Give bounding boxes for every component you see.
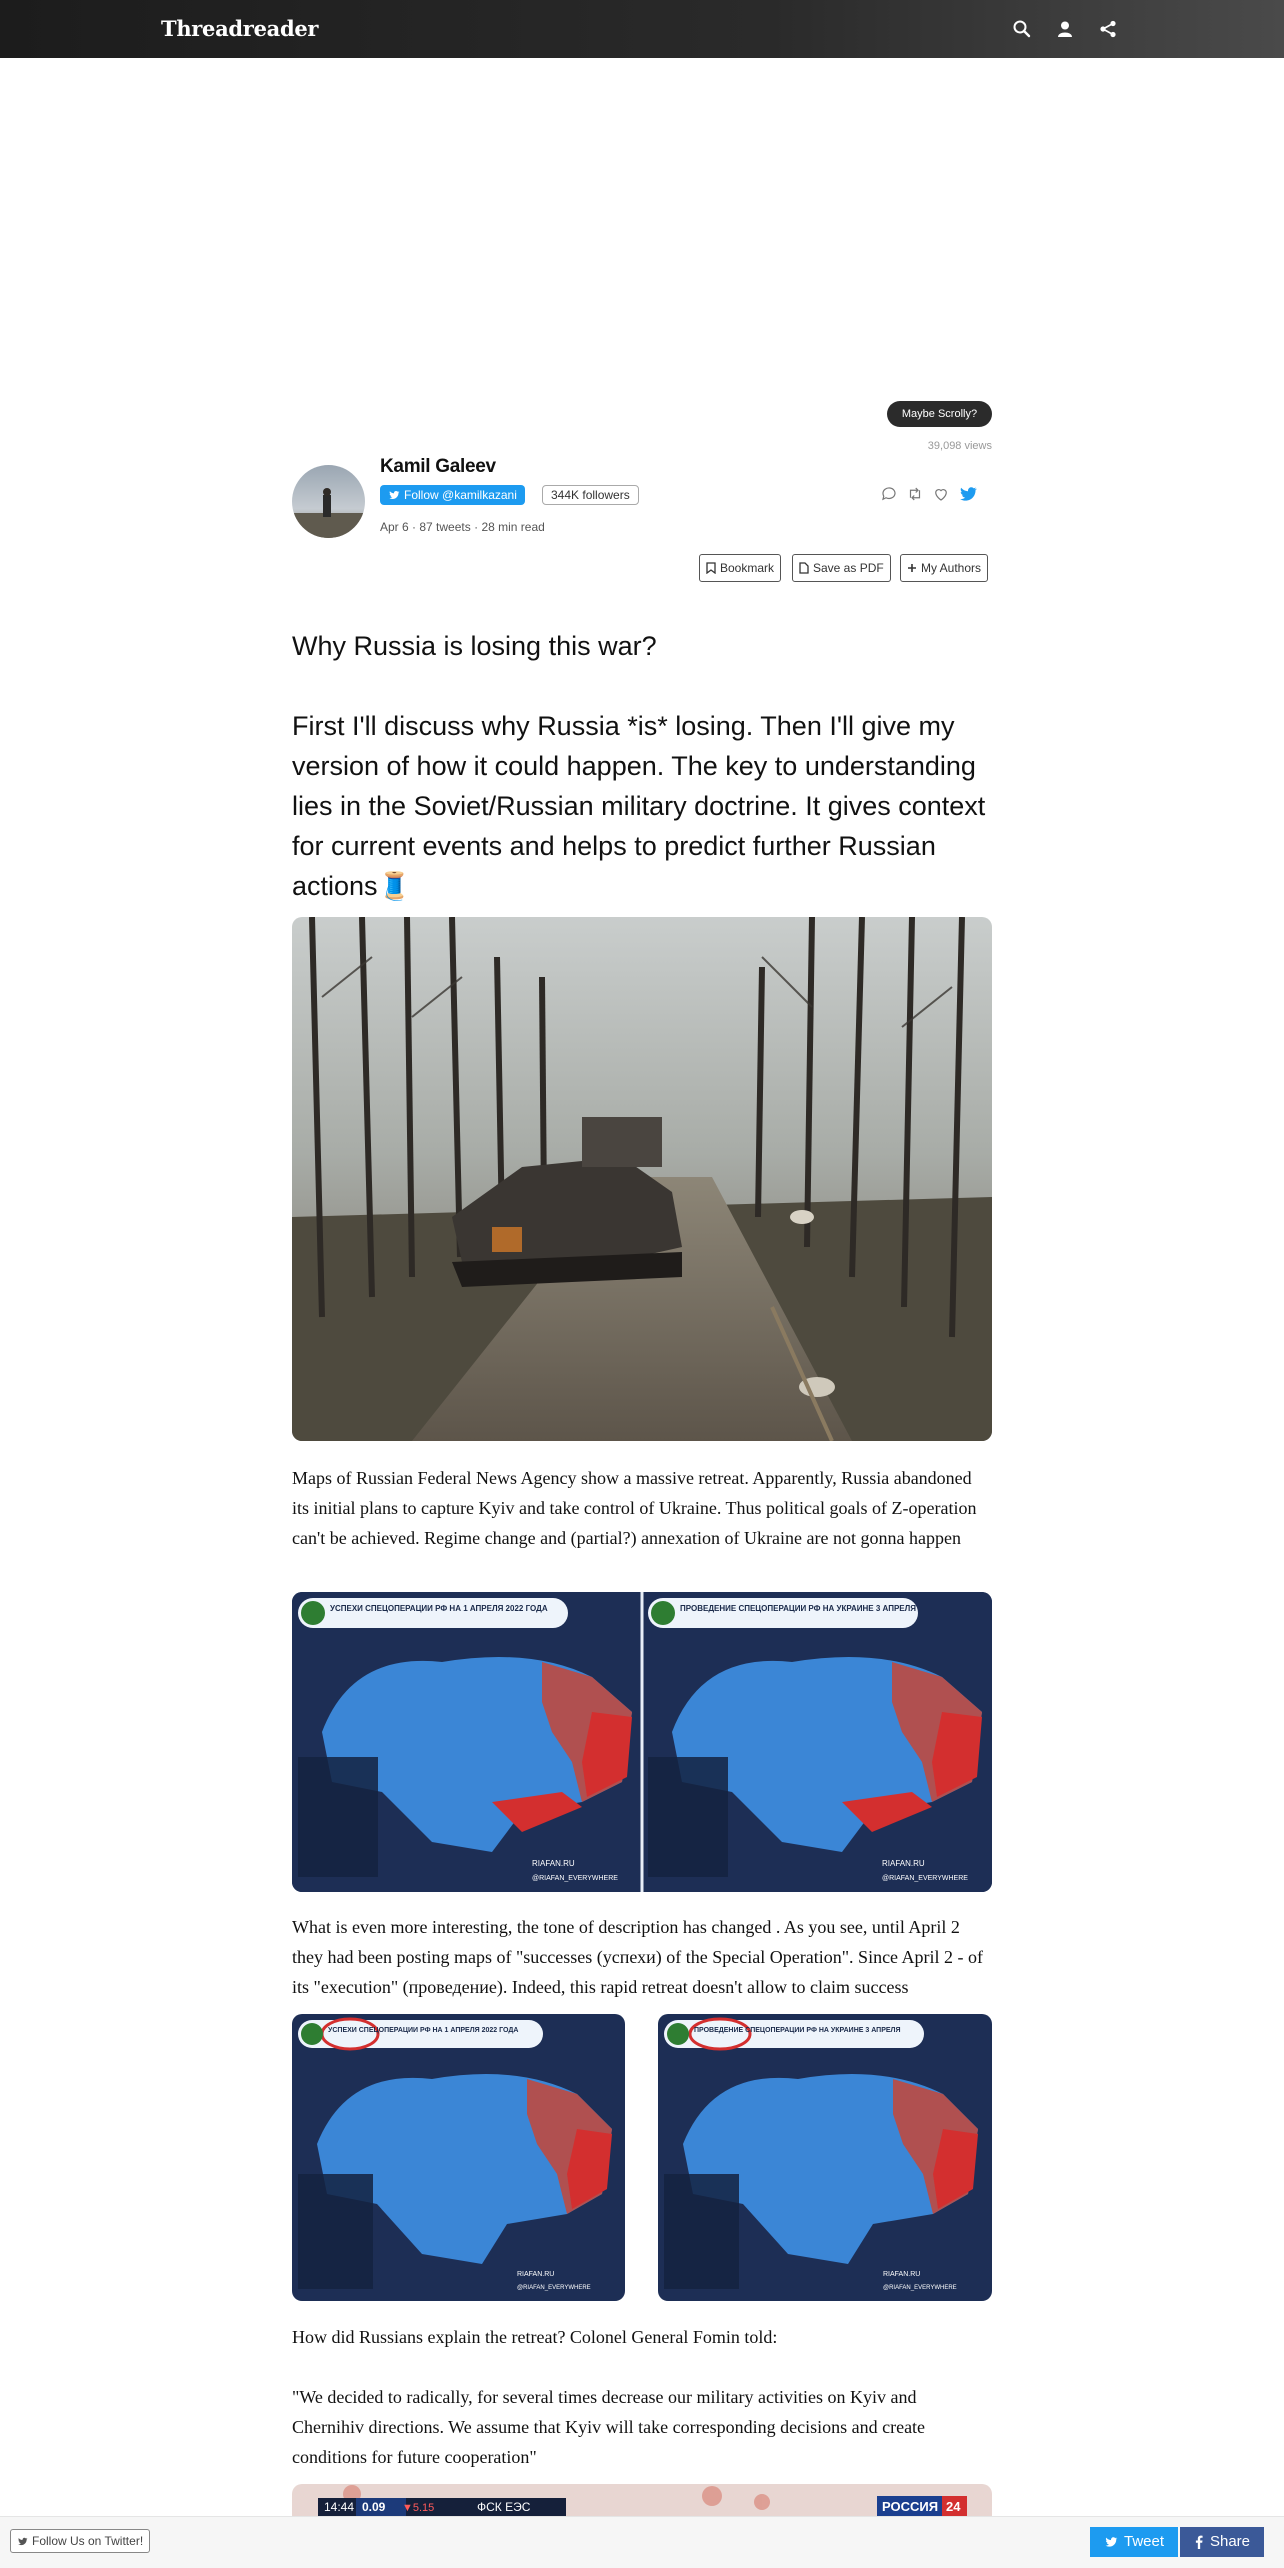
- thread-tweet-4: What is even more interesting, the tone of description has changed . As you see, until April 2 they had been posting maps of "successes (успехи) of the Special Operation". Since April 2 - of its "execution" (проведение). Indeed, this rapid retreat doesn't allow to claim success: [292, 1917, 984, 1997]
- like-icon[interactable]: [932, 485, 950, 503]
- twitter-icon[interactable]: [958, 484, 978, 504]
- tweet-actions: [880, 484, 978, 504]
- follow-us-label: Follow Us on Twitter!: [32, 2534, 144, 2548]
- tweet-photo-map-april-3[interactable]: [658, 2014, 992, 2301]
- tv-channel: РОССИЯ: [882, 2499, 939, 2514]
- twitter-bird-icon: [388, 489, 400, 501]
- thread-tweet-1: Why Russia is losing this war?: [292, 631, 657, 661]
- map1-riafan-label: RIAFAN.RU: [532, 1859, 575, 1868]
- follow-button[interactable]: [380, 485, 525, 505]
- plus-icon: [907, 563, 917, 573]
- tweet-photo-tv-broadcast[interactable]: [292, 2484, 992, 2516]
- map2-handle-label: @RIAFAN_EVERYWHERE: [882, 1875, 968, 1882]
- tv-rate-change: ▼5.15: [402, 2502, 435, 2514]
- brand-logo[interactable]: Threadreader: [161, 16, 319, 41]
- tweet-photo-destroyed-vehicle[interactable]: [292, 917, 992, 1441]
- share-label: Share: [1209, 2533, 1251, 2550]
- tweet-photo-map-april-1[interactable]: [292, 2014, 625, 2301]
- my-authors-button[interactable]: [900, 554, 988, 582]
- thread-tweet-5b: "We decided to radically, for several times decrease our military activities on Kyiv and Chernihiv directions. We assume that Kyiv will take corresponding decisions and create conditions for future cooperation": [292, 2387, 926, 2467]
- thread-meta: Apr 6 · 87 tweets · 28 min read: [380, 520, 545, 534]
- tv-time: 14:44: [324, 2500, 355, 2514]
- followers-badge: 344K followers: [542, 485, 639, 505]
- map3-riafan-label: RIAFAN.RU: [517, 2271, 555, 2278]
- retweet-icon[interactable]: [906, 485, 924, 503]
- tweet-label: Tweet: [1123, 2533, 1165, 2550]
- tv-ticker: ФСК ЕЭС: [477, 2500, 531, 2514]
- thread-tweet-2: First I'll discuss why Russia *is* losing. Then I'll give my version of how it could happen. The key to understanding lies in the Soviet/Russian military doctrine. It gives context for current events and helps to predict further Russian actions🧵: [292, 711, 986, 901]
- twitter-bird-icon: [17, 2536, 28, 2547]
- search-icon[interactable]: [1012, 19, 1032, 39]
- map4-title: ПРОВЕДЕНИЕ СПЕЦОПЕРАЦИИ РФ НА УКРАИНЕ 3 АПРЕЛЯ: [694, 2027, 901, 2034]
- facebook-share-button[interactable]: [1180, 2527, 1264, 2557]
- bottom-share-bar: [0, 2516, 1284, 2568]
- map2-title: ПРОВЕДЕНИЕ СПЕЦОПЕРАЦИИ РФ НА УКРАИНЕ 3 АПРЕЛЯ: [680, 1604, 916, 1613]
- maybe-scrolly-button[interactable]: Maybe Scrolly?: [887, 401, 992, 427]
- tweet-button[interactable]: [1090, 2527, 1178, 2557]
- user-icon[interactable]: [1055, 19, 1075, 39]
- map1-title: УСПЕХИ СПЕЦОПЕРАЦИИ РФ НА 1 АПРЕЛЯ 2022 ГОДА: [330, 1604, 548, 1613]
- follow-us-twitter-button[interactable]: [10, 2529, 150, 2553]
- author-name[interactable]: Kamil Galeev: [380, 456, 496, 477]
- save-pdf-button[interactable]: [792, 554, 891, 582]
- bookmark-button[interactable]: [699, 554, 781, 582]
- tweet-photo-maps-comparison[interactable]: [292, 1592, 992, 1892]
- avatar[interactable]: [292, 465, 365, 538]
- share-icon[interactable]: [1098, 19, 1118, 39]
- read-time: 28 min read: [481, 520, 545, 534]
- my-authors-label: My Authors: [921, 561, 982, 575]
- thread-tweet-3: Maps of Russian Federal News Agency show a massive retreat. Apparently, Russia abandoned its initial plans to capture Kyiv and take control of Ukraine. Thus political goals of Z-operation can't be achieved. Regime change and (partial?) annexation of Ukraine are not gonna happen: [292, 1468, 977, 1548]
- thread-tweet-5a: How did Russians explain the retreat? Colonel General Fomin told:: [292, 2327, 778, 2347]
- facebook-icon: [1194, 2535, 1204, 2549]
- thread-date: Apr 6: [380, 520, 409, 534]
- follow-label: Follow @kamilkazani: [404, 488, 517, 502]
- tv-channel-number: 24: [946, 2499, 961, 2514]
- save-pdf-label: Save as PDF: [813, 561, 884, 575]
- tv-rate: 0.09: [362, 2500, 386, 2514]
- map4-riafan-label: RIAFAN.RU: [883, 2271, 921, 2278]
- map4-handle-label: @RIAFAN_EVERYWHERE: [883, 2285, 957, 2291]
- view-count: 39,098 views: [927, 440, 992, 452]
- map2-riafan-label: RIAFAN.RU: [882, 1859, 925, 1868]
- bookmark-label: Bookmark: [720, 561, 775, 575]
- top-navbar: [0, 0, 1284, 58]
- map3-handle-label: @RIAFAN_EVERYWHERE: [517, 2285, 591, 2291]
- twitter-bird-icon: [1104, 2535, 1118, 2549]
- ad-space: [0, 58, 1284, 388]
- tweet-count: 87 tweets: [419, 520, 471, 534]
- reply-icon[interactable]: [880, 485, 898, 503]
- file-icon: [799, 562, 809, 574]
- bookmark-icon: [706, 562, 716, 574]
- map1-handle-label: @RIAFAN_EVERYWHERE: [532, 1875, 618, 1882]
- map3-title: УСПЕХИ СПЕЦОПЕРАЦИИ РФ НА 1 АПРЕЛЯ 2022 ГОДА: [328, 2027, 519, 2034]
